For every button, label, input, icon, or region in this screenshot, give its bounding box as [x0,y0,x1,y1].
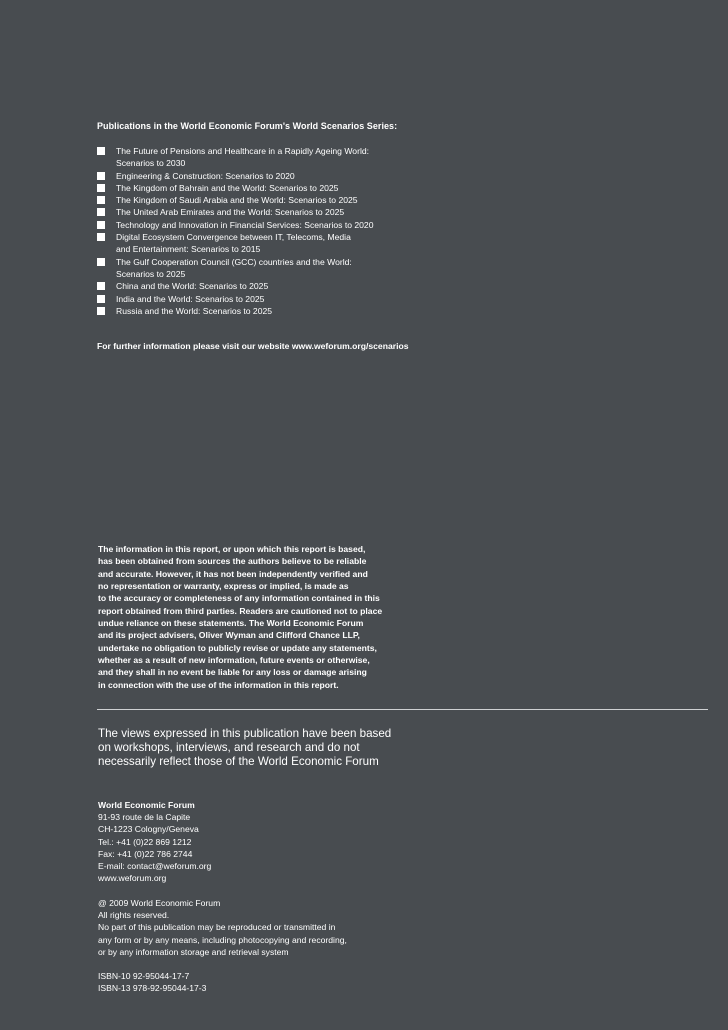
publication-title: China and the World: Scenarios to 2025 [116,281,269,292]
square-bullet-icon [97,221,105,229]
isbn-13: ISBN-13 978-92-95044-17-3 [98,983,207,994]
list-item [97,182,374,194]
email: E-mail: contact@weforum.org [98,861,212,872]
square-bullet-icon [97,282,105,290]
square-bullet-icon [97,258,105,266]
publication-title: The United Arab Emirates and the World: Scenarios to 2025 [116,207,345,218]
list-item [97,170,374,182]
copyright-line: or by any information storage and retrieval system [98,946,289,957]
further-info-text: For further information please visit our website www.weforum.org/scenarios [97,341,409,351]
contact-block [98,799,211,884]
square-bullet-icon [97,172,105,180]
copyright-line: @ 2009 World Economic Forum [98,898,221,908]
disclaimer-line: The information in this report, or upon which this report is based, [98,544,366,554]
disclaimer-line: no representation or warranty, express or implied, is made as [98,581,349,592]
views-line: The views expressed in this publication have been based [98,727,392,740]
organization-name: World Economic Forum [98,800,195,810]
square-bullet-icon [97,147,105,155]
list-item [97,145,374,170]
disclaimer-line: in connection with the use of the information in this report. [98,679,339,690]
publication-title: India and the World: Scenarios to 2025 [116,293,265,304]
address-line: CH-1223 Cologny/Geneva [98,824,199,835]
square-bullet-icon [97,196,105,204]
disclaimer-line: and its project advisers, Oliver Wyman and Clifford Chance LLP, [98,630,360,641]
disclaimer-line: to the accuracy or completeness of any information contained in this [98,593,380,604]
publication-title-cont: Scenarios to 2025 [116,268,186,279]
list-item [97,280,374,292]
list-item [97,194,374,206]
square-bullet-icon [97,307,105,315]
publication-title: Digital Ecosystem Convergence between IT, Telecoms, Media [116,232,351,243]
list-item [97,219,374,231]
list-item [97,231,374,256]
address-line: 91-93 route de la Capite [98,812,191,823]
publication-title-cont: Scenarios to 2030 [116,158,186,169]
copyright-block [98,897,347,958]
fax: Fax: +41 (0)22 786 2744 [98,848,193,859]
list-item [97,256,374,281]
publications-list [97,145,374,317]
publication-title: Technology and Innovation in Financial Services: Scenarios to 2020 [116,219,374,230]
publication-title: The Kingdom of Bahrain and the World: Scenarios to 2025 [116,182,339,193]
publication-title: The Kingdom of Saudi Arabia and the World: Scenarios to 2025 [116,195,358,206]
disclaimer [98,543,458,691]
publication-title: Russia and the World: Scenarios to 2025 [116,305,273,316]
copyright-line: No part of this publication may be reproduced or transmitted in [98,922,336,933]
views-line: on workshops, interviews, and research and do not [98,741,360,754]
publication-title-cont: and Entertainment: Scenarios to 2015 [116,244,261,255]
divider [97,709,708,710]
disclaimer-line: undertake no obligation to publicly revise or update any statements, [98,642,377,653]
views-line: necessarily reflect those of the World Economic Forum [98,755,379,768]
disclaimer-line: and they shall in no event be liable for any loss or damage arising [98,667,367,678]
copyright-line: any form or by any means, including photocopying and recording, [98,934,347,945]
square-bullet-icon [97,295,105,303]
copyright-line: All rights reserved. [98,910,170,921]
publications-heading: Publications in the World Economic Forum's World Scenarios Series: [97,121,398,131]
disclaimer-line: and accurate. However, it has not been independently verified and [98,568,368,579]
square-bullet-icon [97,184,105,192]
disclaimer-line: whether as a result of new information, future events or otherwise, [98,655,370,666]
publication-title: The Future of Pensions and Healthcare in a Rapidly Ageing World: [116,146,370,156]
publication-title: Engineering & Construction: Scenarios to 2020 [116,170,295,181]
square-bullet-icon [97,233,105,241]
telephone: Tel.: +41 (0)22 869 1212 [98,836,192,847]
disclaimer-line: has been obtained from sources the authors believe to be reliable [98,556,367,567]
website: www.weforum.org [98,873,167,884]
list-item [97,293,374,305]
isbn-10: ISBN-10 92-95044-17-7 [98,971,190,981]
views-statement [98,727,391,769]
isbn-block [98,970,206,994]
disclaimer-line: report obtained from third parties. Readers are cautioned not to place [98,605,383,616]
publication-title: The Gulf Cooperation Council (GCC) countries and the World: [116,256,352,267]
square-bullet-icon [97,208,105,216]
list-item [97,305,374,317]
list-item [97,206,374,218]
disclaimer-line: undue reliance on these statements. The World Economic Forum [98,618,364,629]
